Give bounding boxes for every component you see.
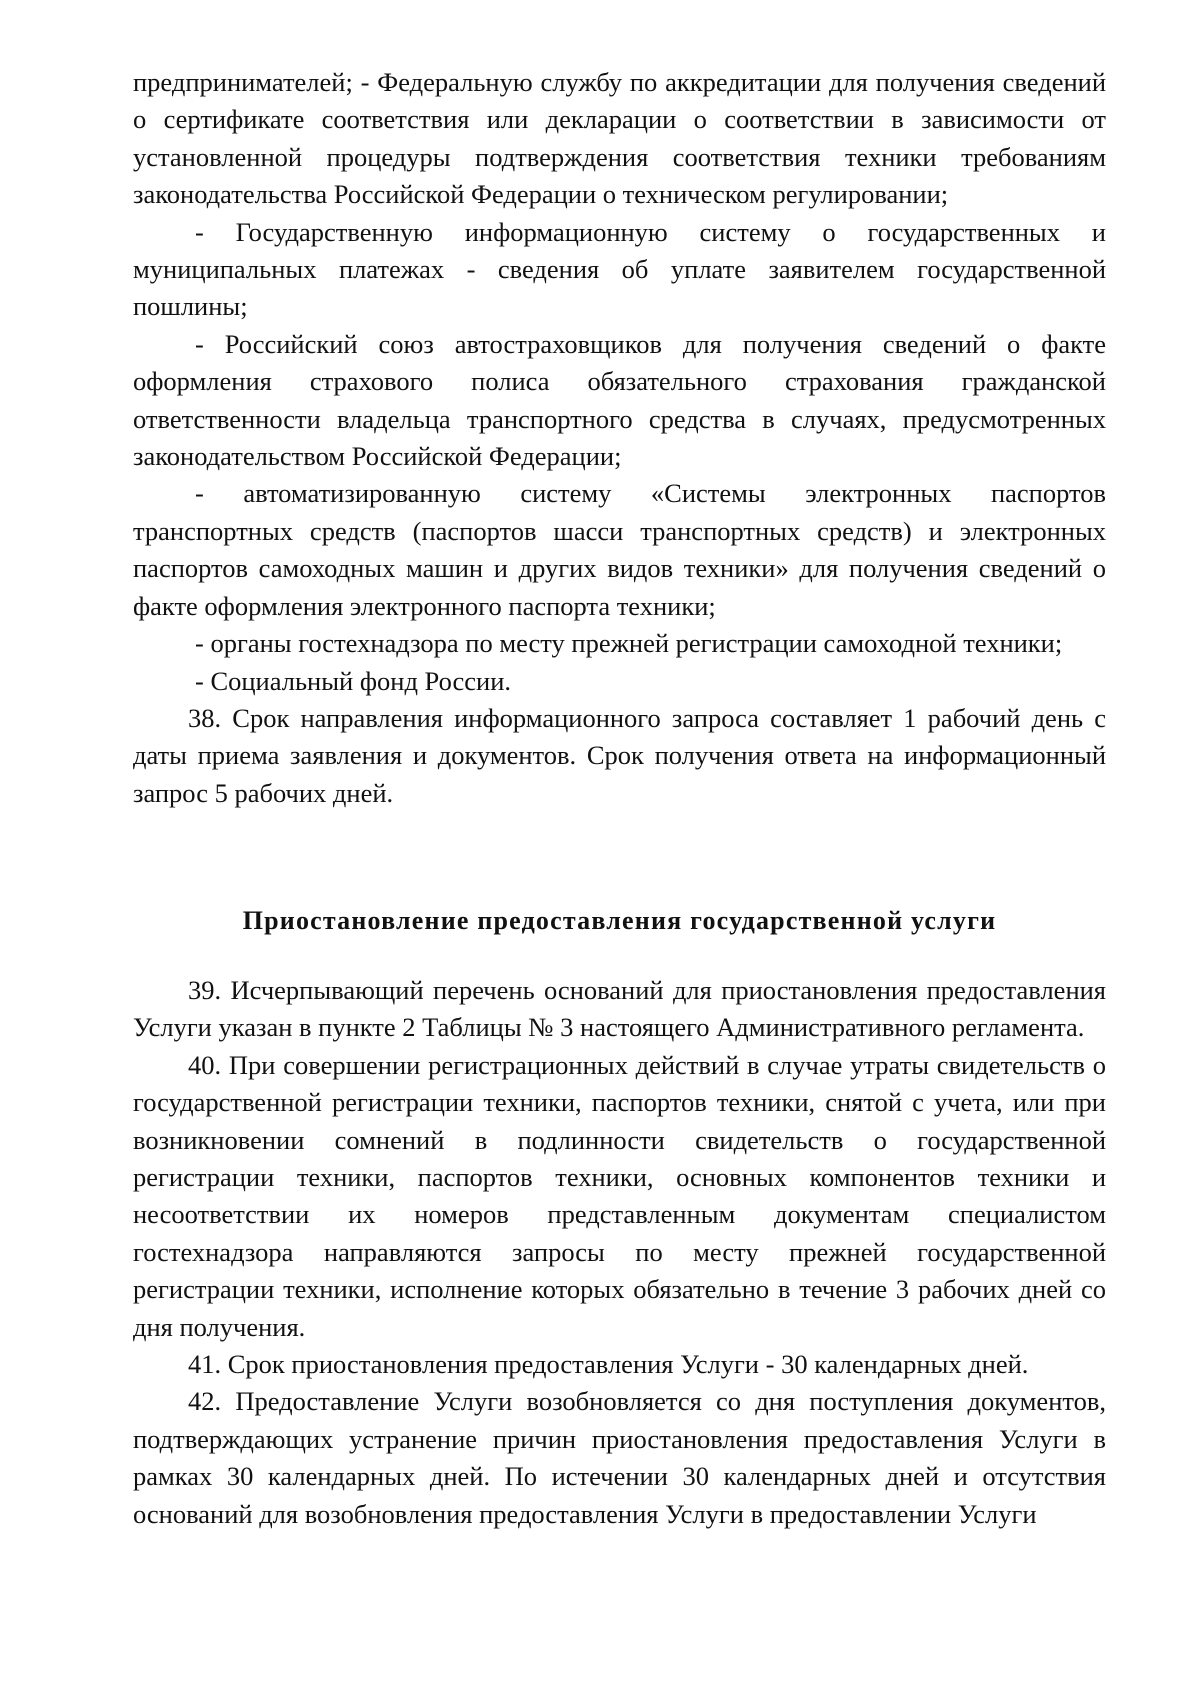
paragraph-social-fund: - Социальный фонд России. (195, 665, 512, 696)
document-body-bottom (133, 972, 1106, 1533)
paragraph-42: 42. Предоставление Услуги возобновляется со дня поступления документов, подтверждающих устранение причин приостановления предоставления Услуги в рамках 30 календарных дней. По истечении 30 календарных дней и отсутствия оснований для возобновления предоставления Услуги в предоставлении Услуги (133, 1386, 1106, 1529)
paragraph-epts: - автоматизированную систему «Системы электронных паспортов транспортных средств (паспортов шасси транспортных средств) и электронных паспортов самоходных машин и других видов техники» для получения сведений о факте оформления электронного паспорта техники; (133, 478, 1106, 621)
section-heading: Приостановление предоставления государственной услуги (242, 906, 997, 935)
paragraph-38: 38. Срок направления информационного запроса составляет 1 рабочий день с даты приема заявления и документов. Срок получения ответа на информационный запрос 5 рабочих дней. (133, 702, 1106, 808)
paragraph-rsa: - Российский союз автостраховщиков для получения сведений о факте оформления страхового полиса обязательного страхования гражданской ответственности владельца транспортного средства в случаях, предусмотренных законодательством Российской Федерации; (133, 328, 1106, 472)
paragraph-39: 39. Исчерпывающий перечень оснований для приостановления предоставления Услуги указан в пункте 2 Таблицы № 3 настоящего Административного регламента. (133, 975, 1106, 1043)
document-body-top (133, 64, 1106, 812)
paragraph-gostekhnadzor: - органы гостехнадзора по месту прежней регистрации самоходной техники; (195, 628, 1063, 659)
paragraph-accreditation: предпринимателей; - Федеральную службу по аккредитации для получения сведений о сертификате соответствия или декларации о соответствии в зависимости от установленной процедуры подтверждения соответствия техники требованиям законодательства Российской Федерации о техническом регулировании; (133, 67, 1106, 210)
paragraph-gis-payments: - Государственную информационную систему о государственных и муниципальных платежах - сведения об уплате заявителем государственной пошлины; (133, 216, 1106, 322)
paragraph-41: 41. Срок приостановления предоставления Услуги - 30 календарных дней. (188, 1349, 1029, 1380)
paragraph-40: 40. При совершении регистрационных действий в случае утраты свидетельств о государственной регистрации техники, паспортов техники, снятой с учета, или при возникновении сомнений в подлинности свидетельств о государственной регистрации техники, паспортов техники, основных компонентов техники и несоответствии их номеров представленным документам специалистом гостехнадзора направляются запросы по месту прежней государственной регистрации техники, исполнение которых обязательно в течение 3 рабочих дней со дня получения. (133, 1049, 1106, 1342)
